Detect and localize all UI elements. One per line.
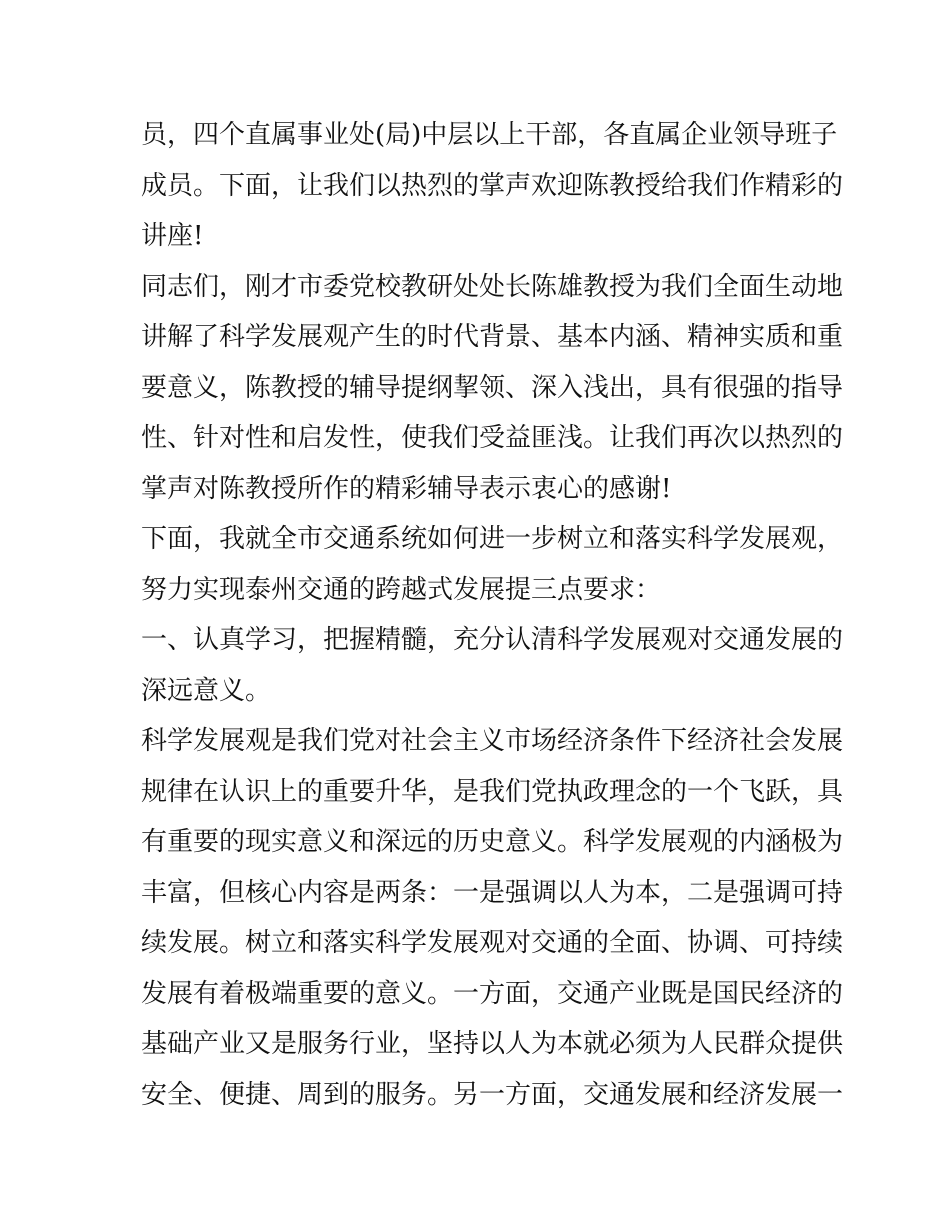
text-line: 讲解了科学发展观产生的时代背景、基本内涵、精神实质和重 <box>141 322 844 352</box>
body-text <box>141 110 844 1120</box>
text-line: 一、认真学习，把握精髓，充分认清科学发展观对交通发展的 <box>141 625 844 655</box>
text-line: 发展有着极端重要的意义。一方面，交通产业既是国民经济的 <box>141 978 844 1009</box>
text-line: 丰富，但核心内容是两条：一是强调以人为本，二是强调可持 <box>141 877 844 908</box>
text-line: 性、针对性和启发性，使我们受益匪浅。让我们再次以热烈的 <box>141 423 844 453</box>
text-line: 安全、便捷、周到的服务。另一方面，交通发展和经济发展一 <box>141 1079 844 1110</box>
text-line: 成员。下面，让我们以热烈的掌声欢迎陈教授给我们作精彩的 <box>141 170 844 201</box>
text-line: 有重要的现实意义和深远的历史意义。科学发展观的内涵极为 <box>141 827 844 857</box>
text-line: 基础产业又是服务行业，坚持以人为本就必须为人民群众提供 <box>141 1029 844 1059</box>
text-line: 掌声对陈教授所作的精彩辅导表示衷心的感谢! <box>141 473 672 504</box>
text-line: 续发展。树立和落实科学发展观对交通的全面、协调、可持续 <box>141 928 844 958</box>
text-line: 努力实现泰州交通的跨越式发展提三点要求： <box>141 574 662 605</box>
text-line: 规律在认识上的重要升华，是我们党执政理念的一个飞跃，具 <box>141 776 844 807</box>
text-line: 讲座! <box>141 221 204 251</box>
text-line: 同志们，刚才市委党校教研处处长陈雄教授为我们全面生动地 <box>141 271 844 302</box>
text-line: 深远意义。 <box>141 675 272 706</box>
text-line: 下面，我就全市交通系统如何进一步树立和落实科学发展观， <box>141 524 844 554</box>
text-line: 科学发展观是我们党对社会主义市场经济条件下经济社会发展 <box>141 726 844 756</box>
text-line: 员，四个直属事业处(局)中层以上干部，各直属企业领导班子 <box>141 120 838 150</box>
text-line: 要意义，陈教授的辅导提纲挈领、深入浅出，具有很强的指导 <box>141 372 844 403</box>
